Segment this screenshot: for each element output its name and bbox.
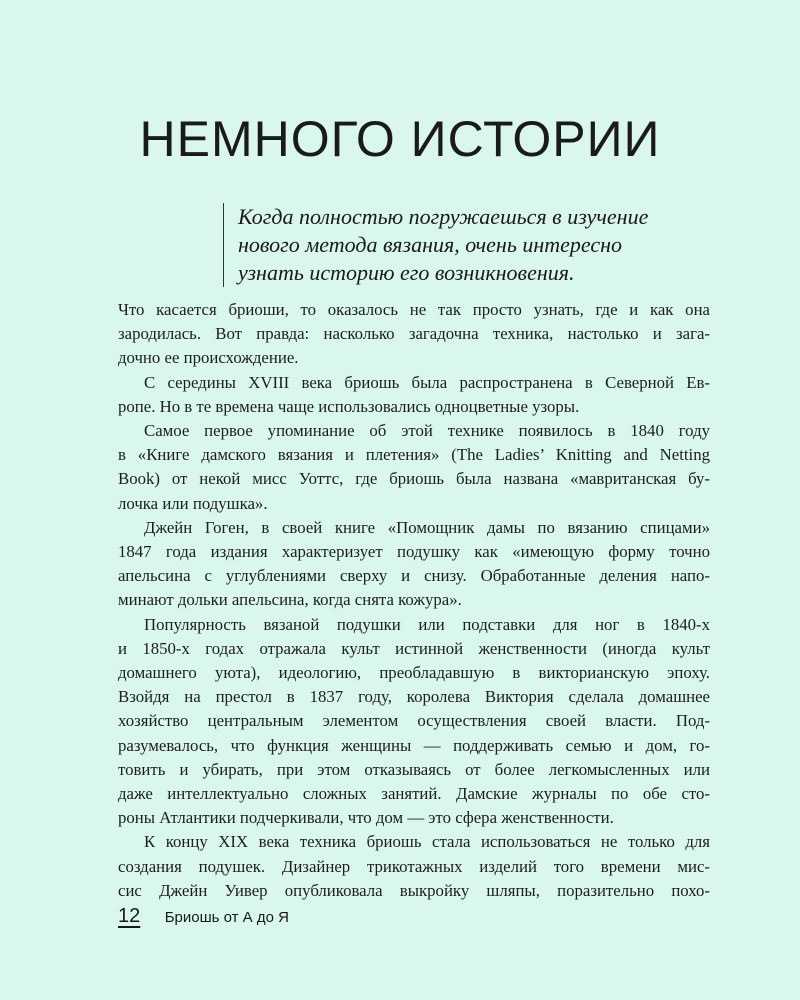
paragraph <box>118 516 710 613</box>
running-book-title: Бриошь от А до Я <box>164 909 289 926</box>
text-line: домашнего уюта), идеологию, преобладавшую в викторианскую эпоху. <box>118 663 710 683</box>
page-footer <box>118 905 289 928</box>
text-line: создания подушек. Дизайнер трикотажных изделий того времени мис- <box>118 856 710 876</box>
text-line: Джейн Гоген, в своей книге «Помощник дамы по вязанию спицами» <box>144 517 710 537</box>
text-line: Book) от некой мисс Уоттс, где бриошь была названа «мавританская бу- <box>118 469 710 489</box>
paragraph <box>118 298 710 371</box>
paragraph <box>118 371 710 419</box>
epigraph <box>223 203 738 287</box>
paragraph <box>118 419 710 516</box>
paragraph <box>118 613 710 831</box>
text-line: апельсина с углублениями сверху и снизу. Обработанные деления напо- <box>118 566 710 586</box>
text-line: Что касается бриоши, то оказалось не так просто узнать, где и как она <box>118 300 710 319</box>
page-number: 12 <box>118 905 141 927</box>
text-line: зародилась. Вот правда: насколько загадочна техника, настолько и зага- <box>118 324 710 344</box>
text-line: сис Джейн Уивер опубликовала выкройку шляпы, поразительно похо- <box>118 880 710 900</box>
text-line: 1847 года издания характеризует подушку как «имеющую форму точно <box>118 542 710 562</box>
text-line: К концу XIX века техника бриошь стала использоваться не только для <box>144 832 710 852</box>
text-line: ропе. Но в те времена чаще использовались одноцветные узоры. <box>118 396 580 416</box>
page-title: НЕМНОГО ИСТОРИИ <box>139 111 661 167</box>
text-line: хозяйство центральным элементом осуществления своей власти. Под- <box>118 711 710 731</box>
text-line: минают дольки апельсина, когда снята кожура». <box>118 590 462 610</box>
epigraph-line: нового метода вязания, очень интересно <box>238 232 623 257</box>
epigraph-line: Когда полностью погружаешься в изучение <box>238 204 649 229</box>
epigraph-line: узнать историю его возникновения. <box>238 260 575 285</box>
text-line: дочно ее происхождение. <box>118 348 299 368</box>
text-line: Самое первое упоминание об этой технике появилось в 1840 году <box>144 421 710 441</box>
text-line: лочка или подушка». <box>118 493 268 513</box>
text-line: роны Атлантики подчеркивали, что дом — это сфера женственности. <box>118 808 614 828</box>
paragraph <box>118 830 710 903</box>
text-line: С середины XVIII века бриошь была распространена в Северной Ев- <box>144 372 710 392</box>
text-line: разумевалось, что функция женщины — поддерживать семью и дом, го- <box>118 735 710 755</box>
text-line: даже интеллектуально сложных занятий. Дамские журналы по обе сто- <box>118 784 710 804</box>
text-line: товить и убирать, при этом отказываясь от более легкомысленных или <box>118 759 710 779</box>
text-line: и 1850-х годах отражала культ истинной женственности (иногда культ <box>118 638 710 658</box>
text-line: Взойдя на престол в 1837 году, королева Виктория сделала домашнее <box>118 687 710 707</box>
text-line: в «Книге дамского вязания и плетения» (The Ladies’ Knitting and Netting <box>118 445 710 465</box>
body-text <box>118 298 710 903</box>
text-line: Популярность вязаной подушки или подставки для ног в 1840-х <box>144 614 710 634</box>
